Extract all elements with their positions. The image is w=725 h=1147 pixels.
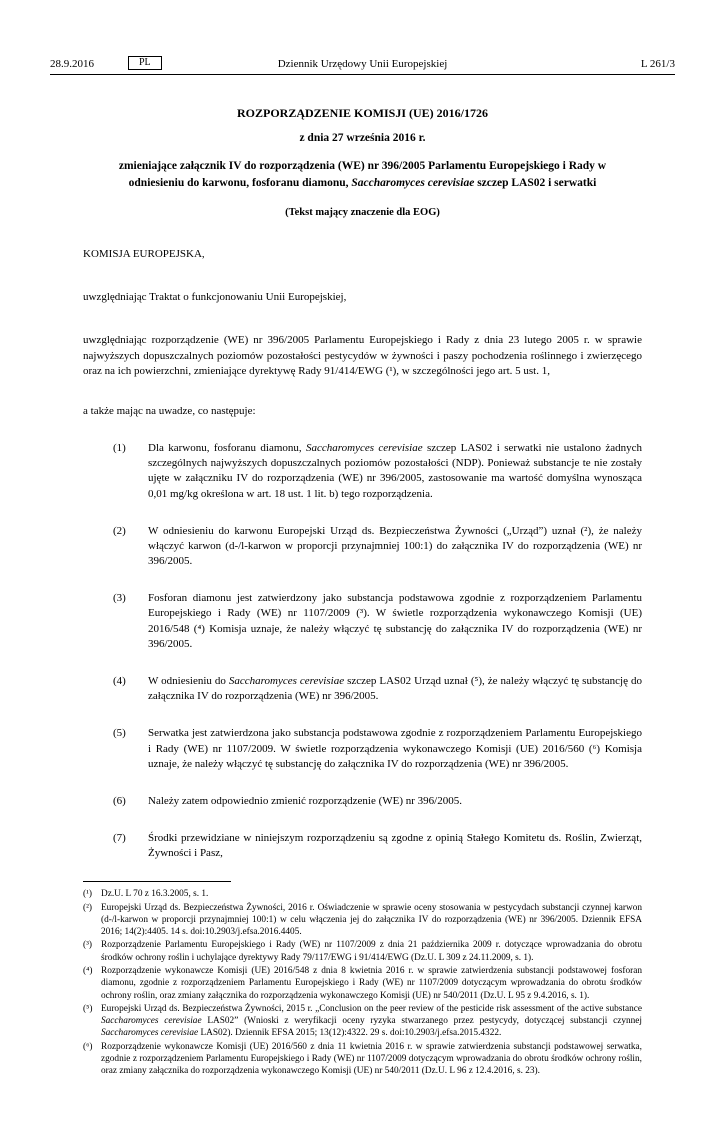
recital-text: W odniesieniu do Saccharomyces cerevisiae szczep LAS02 Urząd uznał (⁵), że należy włączyć tę substancję do załącznika IV do rozporządzenia (WE) nr 396/2005. — [148, 675, 642, 703]
recital-number: (1) — [113, 442, 126, 455]
page-header — [50, 56, 675, 75]
recital-3 — [83, 591, 642, 652]
footnote-5 — [83, 1003, 642, 1040]
journal-title: Dziennik Urzędowy Unii Europejskiej — [277, 58, 448, 70]
footnote-number: (²) — [83, 902, 92, 913]
recital-2 — [83, 524, 642, 570]
footnote-number: (⁴) — [83, 965, 93, 976]
footnote-text: Dz.U. L 70 z 16.3.2005, s. 1. — [101, 889, 209, 900]
header-left — [50, 56, 220, 70]
footnote-text: Europejski Urząd ds. Bezpieczeństwa Żywności, 2015 r. „Conclusion on the peer review of the pesticide risk assessment of the active substance Saccharomyces cerevisiae LAS02” (Wnioski z weryfikacji oceny ryzyka stwarzanego przez pestycydy, dotyczącej substancji czynnej Saccharomyces cerevisiae LAS02). Dziennik EFSA 2015; 13(12):4322. 29 s. doi:10.2903/j.efsa.2015.4322. — [101, 1003, 643, 1039]
recital-number: (6) — [113, 794, 126, 807]
footnote-separator — [83, 881, 231, 882]
recital-1 — [83, 441, 642, 502]
citation-regulation: uwzględniając rozporządzenie (WE) nr 396/2005 Parlamentu Europejskiego i Rady z dnia 23 lutego 2005 r. w sprawie najwyższych dopuszczalnych poziomów pozostałości pestycydów w żywności i paszy pochodzenia roślinnego i zwierzęcego oraz na ich powierzchni, zmieniające dyrektywę Rady 91/414/EWG (¹), w szczególności jego art. 5 ust. 1, — [83, 334, 642, 377]
footnote-number: (⁵) — [83, 1003, 93, 1014]
recital-number: (7) — [113, 832, 126, 845]
footnote-6 — [83, 1041, 642, 1078]
footnote-number: (³) — [83, 940, 92, 951]
recital-number: (4) — [113, 675, 126, 687]
recital-4 — [83, 674, 642, 704]
recital-number: (2) — [113, 524, 126, 537]
page-reference: L 261/3 — [640, 58, 675, 70]
footnotes-section — [83, 861, 642, 1077]
document-body — [83, 75, 642, 861]
citation-treaty: uwzględniając Traktat o funkcjonowaniu Unii Europejskiej, — [83, 291, 347, 304]
footnote-2 — [83, 902, 642, 939]
header-date: 28.9.2016 — [50, 58, 94, 70]
recital-number: (5) — [113, 727, 126, 740]
footnote-4 — [83, 965, 642, 1002]
recitals-intro: a także mając na uwadze, co następuje: — [83, 404, 256, 417]
recital-text: Serwatka jest zatwierdzona jako substancja podstawowa zgodnie z rozporządzeniem Parlamentu Europejskiego i Rady (WE) nr 1107/2009. W świetle rozporządzenia wykonawczego Komisji (UE) 2016/560 (⁶) Komisja uznaje, że należy włączyć tę substancję do załącznika IV do rozporządzenia (WE) nr 396/2005. — [148, 727, 642, 770]
footnote-1 — [83, 888, 642, 900]
preamble-opening: KOMISJA EUROPEJSKA, — [83, 248, 205, 261]
footnote-number: (¹) — [83, 889, 92, 900]
recital-text: Środki przewidziane w niniejszym rozporządzeniu są zgodne z opinią Stałego Komitetu ds. Roślin, Zwierząt, Żywności i Pasz, — [148, 832, 642, 860]
eea-relevance-note: (Tekst mający znaczenie dla EOG) — [285, 206, 440, 218]
recital-text: Dla karwonu, fosforanu diamonu, Saccharomyces cerevisiae szczep LAS02 i serwatki nie ustalono żadnych szczególnych najwyższych dopuszczalnych poziomów pozostałości (NDP). Ponieważ substancje te nie zostały ujęte w załączniku IV do rozporządzenia (WE) nr 396/2005, zastosowanie ma wartość domyślna wynosząca 0,01 mg/kg określona w art. 18 ust. 1 lit. b) tego rozporządzenia. — [148, 442, 642, 500]
language-code: PL — [128, 56, 162, 70]
recital-7 — [83, 831, 642, 861]
recital-text: Należy zatem odpowiednio zmienić rozporządzenie (WE) nr 396/2005. — [148, 794, 462, 807]
regulation-subject: zmieniające załącznik IV do rozporządzenia (WE) nr 396/2005 Parlamentu Europejskiego i Rady w odniesieniu do karwonu, fosforanu diamonu, Saccharomyces cerevisiae szczep LAS02 i serwatki — [118, 160, 607, 189]
footnote-text: Europejski Urząd ds. Bezpieczeństwa Żywności, 2016 r. Oświadczenie w sprawie oceny stosowania w pestycydach substancji czynnej karwon (d-/l-karwon w proporcji przynajmniej 100:1) w celu włączenia jej do załącznika IV do rozporządzenia (WE) nr 396/2005. Dziennik EFSA 2016; 14(2):4405. 14 s. doi:10.2903/j.efsa.2016.4405. — [101, 902, 642, 938]
recital-number: (3) — [113, 592, 126, 605]
footnote-3 — [83, 939, 642, 964]
recital-text: Fosforan diamonu jest zatwierdzony jako substancja podstawowa zgodnie z rozporządzeniem Parlamentu Europejskiego i Rady (WE) nr 1107/2009 (³). W świetle rozporządzenia wykonawczego Komisji (UE) 2016/548 (⁴) Komisja uznaje, że należy włączyć tę substancję do załącznika IV do rozporządzenia (WE) nr 396/2005. — [148, 592, 642, 650]
recital-text: W odniesieniu do karwonu Europejski Urząd ds. Bezpieczeństwa Żywności („Urząd”) uznał (²), że należy włączyć karwon (d-/l-karwon w proporcji przynajmniej 100:1) do załącznika IV do rozporządzenia (WE) nr 396/2005. — [148, 524, 642, 568]
footnote-text: Rozporządzenie wykonawcze Komisji (UE) 2016/560 z dnia 11 kwietnia 2016 r. w sprawie zatwierdzenia substancji podstawowej serwatka, zgodnie z rozporządzeniem Parlamentu Europejskiego i Rady (WE) nr 1107/2009 dotyczącym wprowadzania do obrotu środków ochrony roślin, oraz zmiany załącznika do rozporządzenia wykonawczego Komisji (UE) nr 540/2011 (Dz.U. L 96 z 12.4.2016, s. 23). — [101, 1041, 642, 1077]
regulation-date: z dnia 27 września 2016 r. — [299, 131, 426, 144]
footnote-number: (⁶) — [83, 1041, 93, 1052]
footnote-text: Rozporządzenie Parlamentu Europejskiego i Rady (WE) nr 1107/2009 z dnia 21 października 2009 r. dotyczące wprowadzania do obrotu środków ochrony roślin i uchylające dyrektywy Rady 79/117/EWG i 91/414/EWG (Dz.U. L 309 z 24.11.2009, s. 1). — [101, 940, 642, 963]
recital-5 — [83, 726, 642, 772]
regulation-title: ROZPORZĄDZENIE KOMISJI (UE) 2016/1726 — [236, 106, 489, 120]
recital-6 — [83, 794, 642, 809]
footnote-text: Rozporządzenie wykonawcze Komisji (UE) 2016/548 z dnia 8 kwietnia 2016 r. w sprawie zatwierdzenia substancji podstawowej fosforan diamonu, zgodnie z rozporządzeniem Parlamentu Europejskiego i Rady (WE) nr 1107/2009 dotyczącym wprowadzania do obrotu środków ochrony roślin, oraz zmiany załącznika do rozporządzenia wykonawczego Komisji (UE) nr 540/2011 (Dz.U. L 95 z 9.4.2016, s. 1). — [101, 965, 642, 1001]
